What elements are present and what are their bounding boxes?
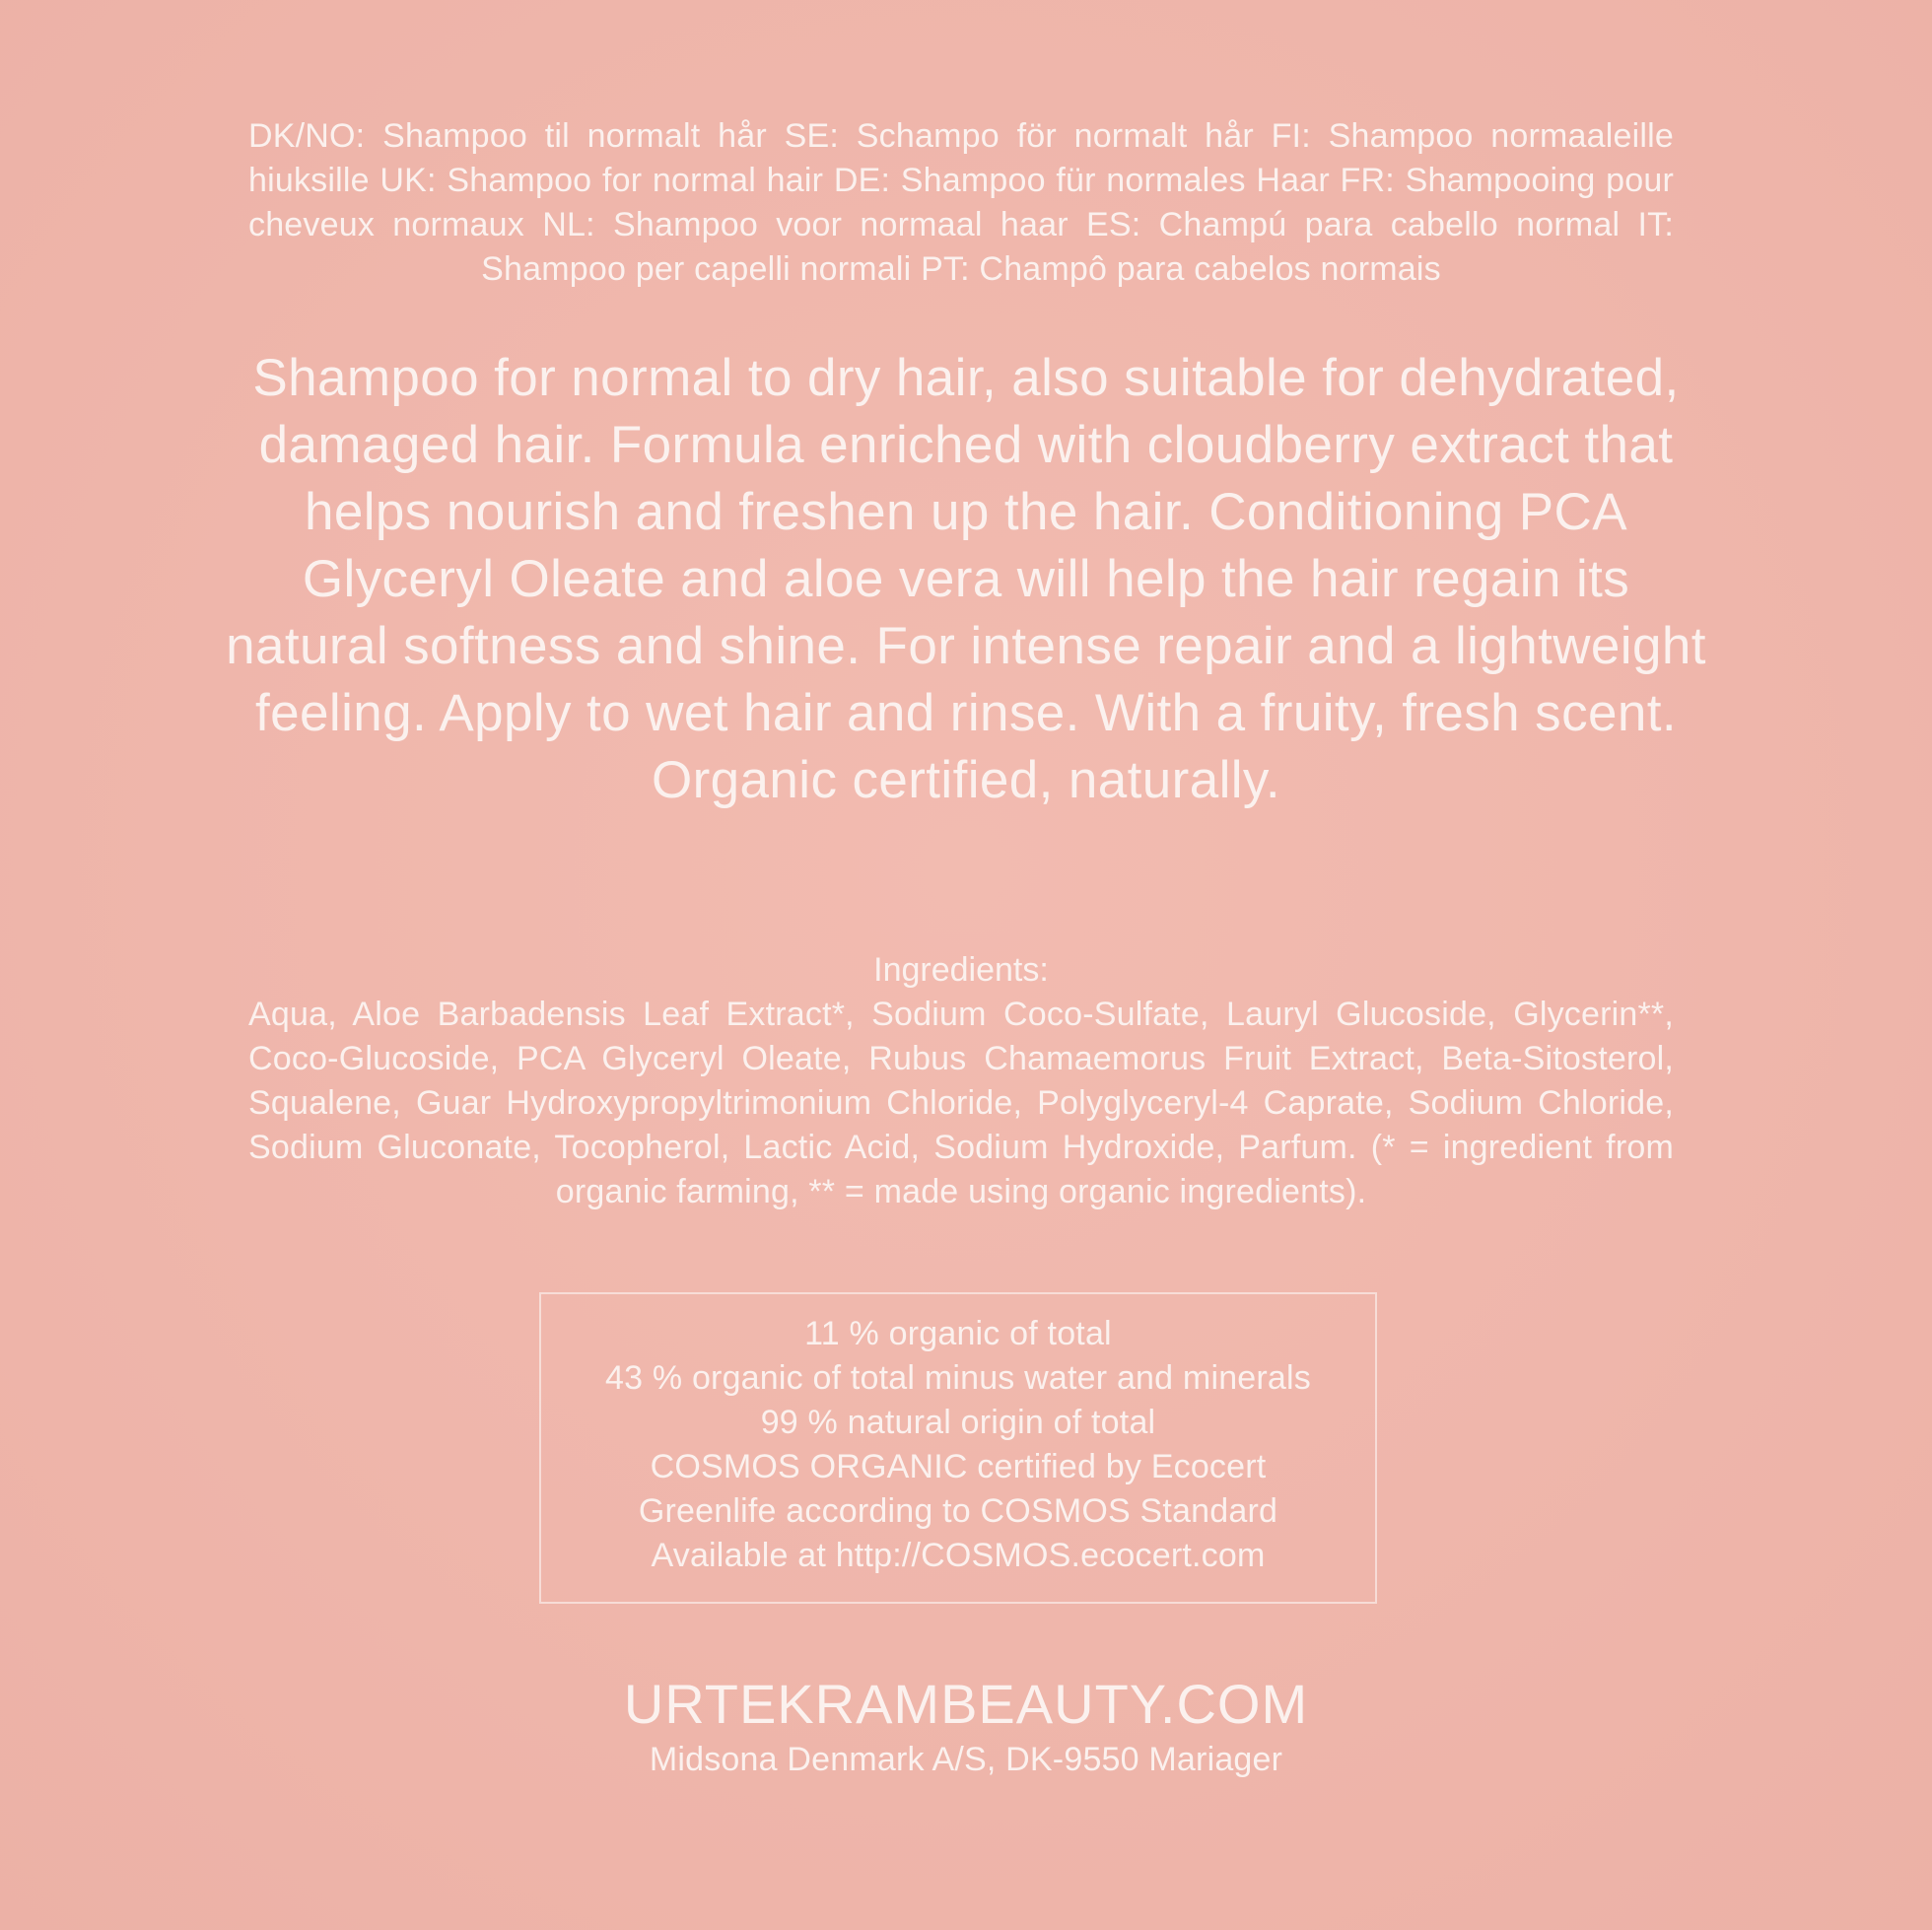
cert-natural-origin: 99 % natural origin of total [760,1404,1156,1441]
cert-organic-total: 11 % organic of total [804,1315,1112,1352]
cert-cosmos-organic: COSMOS ORGANIC certified by Ecocert [650,1448,1267,1485]
cert-organic-minus-water: 43 % organic of total minus water and minerals [605,1359,1311,1397]
cert-availability-link: Available at http://COSMOS.ecocert.com [651,1537,1266,1574]
ingredients-heading: Ingredients: [873,951,1049,989]
brand-website: URTEKRAMBEAUTY.COM [623,1673,1309,1735]
product-name-translations: DK/NO: Shampoo til normalt hår SE: Schampo för normalt hår FI: Shampoo normaaleille hiuksille UK: Shampoo for normal hair DE: Shampoo für normales Haar FR: Shampooing pour cheveux normaux NL: Shampoo voor normaal haar ES: Champú para cabello normal IT: Shampoo per capelli normali PT: Champô para cabelos normais [248,117,1674,288]
ingredients-list: Aqua, Aloe Barbadensis Leaf Extract*, Sodium Coco-Sulfate, Lauryl Glucoside, Glycerin**, Coco-Glucoside, PCA Glyceryl Oleate, Rubus Chamaemorus Fruit Extract, Beta-Sitosterol, Squalene, Guar Hydroxypropyltrimonium Chloride, Polyglyceryl-4 Caprate, Sodium Chloride, Sodium Gluconate, Tocopherol, Lactic Acid, Sodium Hydroxide, Parfum. (* = ingredient from organic farming, ** = made using organic ingredients). [248,996,1674,1210]
product-description: Shampoo for normal to dry hair, also suitable for dehydrated, damaged hair. Formula enriched with cloudberry extract that helps nourish and freshen up the hair. Conditioning PCA Glyceryl Oleate and aloe vera will help the hair regain its natural softness and shine. For intense repair and a lightweight feeling. Apply to wet hair and rinse. With a fruity, fresh scent. Organic certified, naturally. [226,349,1706,809]
certification-box [539,1292,1377,1604]
company-address: Midsona Denmark A/S, DK-9550 Mariager [649,1741,1283,1778]
cert-greenlife-standard: Greenlife according to COSMOS Standard [638,1492,1278,1530]
